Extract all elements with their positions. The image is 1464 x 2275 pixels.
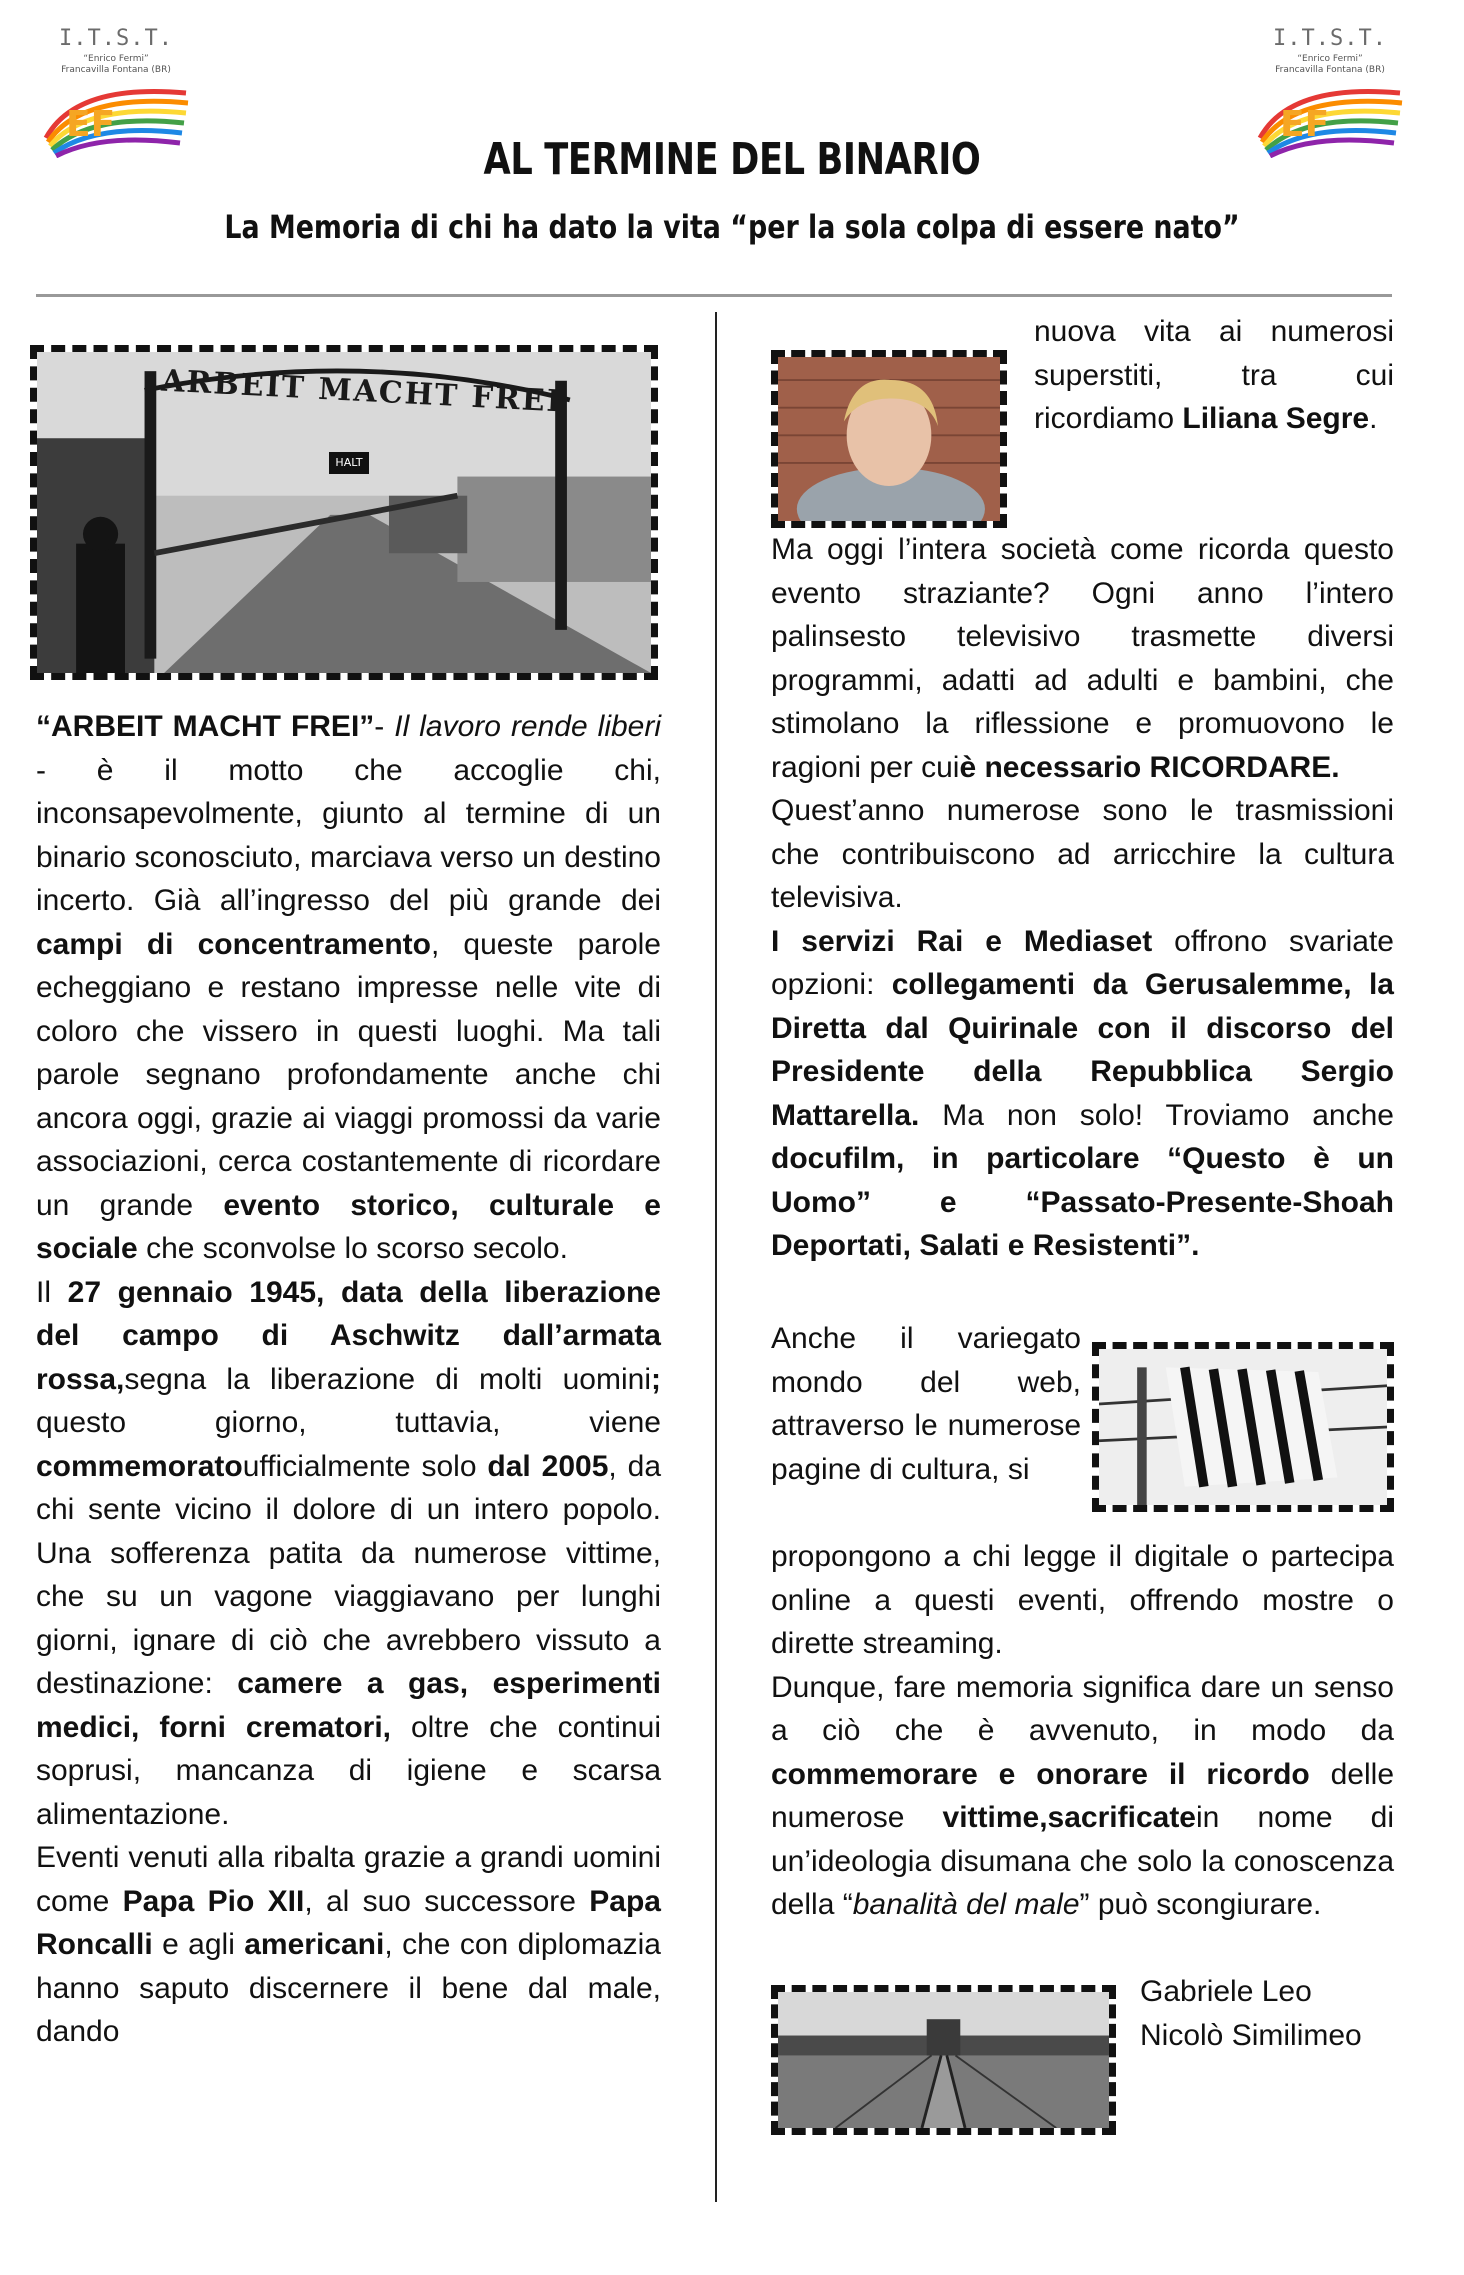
paragraph bbox=[36, 1271, 661, 1837]
text-run: offrono svariate opzioni: bbox=[771, 924, 1394, 1001]
text-run: Il bbox=[36, 1275, 68, 1309]
text-run: segna la liberazione di molti uomini bbox=[124, 1362, 651, 1396]
paragraph bbox=[1034, 310, 1394, 441]
paragraph bbox=[771, 1535, 1394, 1666]
text-run: docufilm, in particolare “Questo è un Uomo” e “Passato-Presente-Shoah Deportati, Salati e Resistenti”. bbox=[771, 1142, 1394, 1262]
text-run: Eventi venuti alla ribalta grazie a grandi uomini come bbox=[36, 1841, 661, 1918]
authors bbox=[1140, 1970, 1362, 2057]
photo-auschwitz-gate bbox=[30, 345, 658, 680]
paragraph bbox=[771, 920, 1394, 1268]
text-run: Dunque, fare memoria significa dare un senso a ciò che è avvenuto, in modo da bbox=[771, 1670, 1394, 1747]
left-column bbox=[36, 705, 661, 2054]
text-run: evento storico, culturale e sociale bbox=[36, 1188, 661, 1265]
paragraph bbox=[36, 705, 661, 1271]
column-divider bbox=[715, 312, 717, 2202]
text-run: camere a gas, esperimenti medici, forni crematori, bbox=[36, 1667, 661, 1744]
right-column-main bbox=[771, 528, 1394, 1268]
photo-railway-tracks bbox=[771, 1985, 1116, 2135]
text-run: Quest’anno numerose sono le trasmissioni che contribuiscono ad arricchire la cultura televisiva. bbox=[771, 794, 1394, 914]
paragraph bbox=[771, 1317, 1081, 1491]
text-run: propongono a chi legge il digitale o partecipa online a questi eventi, offrendo mostre o dirette streaming. bbox=[771, 1540, 1394, 1660]
text-run: ufficialmente solo bbox=[242, 1449, 488, 1483]
logo-text: I.T.S.T. bbox=[59, 26, 173, 51]
text-run: Ma non solo! Troviamo anche bbox=[919, 1098, 1394, 1132]
logo-subtext: “Enrico Fermi” Francavilla Fontana (BR) bbox=[1275, 54, 1385, 75]
article-title: AL TERMINE DEL BINARIO bbox=[483, 134, 981, 185]
photo-striped-uniform bbox=[1092, 1342, 1394, 1512]
author-name: Nicolò Similimeo bbox=[1140, 2018, 1362, 2052]
paragraph bbox=[36, 1836, 661, 2054]
gate-sign-text: ARBEIT MACHT FREI bbox=[160, 363, 564, 420]
text-run: commemorato bbox=[36, 1449, 243, 1483]
text-run: Liliana Segre bbox=[1182, 402, 1370, 435]
text-run: delle numerose bbox=[771, 1757, 1395, 1834]
text-run: Anche il variegato mondo del web, attraverso le numerose pagine di cultura, si bbox=[771, 1322, 1081, 1486]
text-run: banalità del male bbox=[852, 1888, 1080, 1921]
text-run: commemorare e onorare il ricordo bbox=[771, 1757, 1310, 1791]
text-run: campi di concentramento bbox=[36, 927, 431, 961]
text-run: 27 gennaio 1945, data della liberazione del campo di Aschwitz dall’armata rossa, bbox=[36, 1275, 661, 1396]
text-run: . bbox=[1369, 402, 1378, 435]
author-name: Gabriele Leo bbox=[1140, 1975, 1312, 2008]
text-run: , queste parole echeggiano e restano impresse nelle vite di coloro che vissero in questi luoghi. Ma tali parole segnano profondamente anche chi ancora oggi, grazie ai viaggi promossi da varie associazioni, cerca costantemente di ricordare un grande bbox=[36, 927, 661, 1222]
text-run: Ma oggi l’intera società come ricorda questo evento straziante? Ogni anno l’intero palinsesto televisivo trasmette diversi programmi, adatti ad adulti e bambini, che stimolano la riflessione e promuovono le ragioni per cui bbox=[771, 533, 1394, 784]
text-run: in nome di un’ideologia disumana che solo la conoscenza della “ bbox=[771, 1801, 1394, 1921]
paragraph bbox=[771, 528, 1394, 789]
paragraph bbox=[771, 789, 1394, 920]
svg-text:EF: EF bbox=[1280, 104, 1330, 145]
text-run: e agli bbox=[152, 1928, 245, 1961]
right-column-closing bbox=[771, 1535, 1394, 1927]
text-run: ; bbox=[651, 1362, 661, 1396]
text-run: questo giorno, tuttavia, viene bbox=[36, 1406, 661, 1439]
logo-subtext: “Enrico Fermi” Francavilla Fontana (BR) bbox=[61, 54, 171, 75]
text-run: che sconvolse lo scorso secolo. bbox=[137, 1232, 568, 1265]
gate-halt-sign: HALT bbox=[329, 452, 369, 474]
text-run: Papa Pio XII bbox=[122, 1884, 305, 1918]
text-run: vittime,sacrificate bbox=[942, 1801, 1196, 1834]
text-run: americani bbox=[244, 1928, 385, 1961]
right-column-web bbox=[771, 1317, 1081, 1491]
svg-text:EF: EF bbox=[66, 104, 116, 145]
text-run: , che con diplomazia hanno saputo discernere il bene dal male, dando bbox=[36, 1928, 661, 2048]
logo-text: I.T.S.T. bbox=[1273, 26, 1387, 51]
text-run: nuova vita ai numerosi superstiti, tra cui ricordiamo bbox=[1034, 315, 1394, 435]
text-run: Il lavoro rende liberi bbox=[394, 710, 662, 743]
article-subtitle: La Memoria di chi ha dato la vita “per la sola colpa di essere nato” bbox=[224, 208, 1240, 246]
right-column-intro bbox=[1034, 310, 1394, 441]
photo-portrait bbox=[771, 350, 1007, 528]
text-run: ” può scongiurare. bbox=[1079, 1888, 1322, 1921]
text-run: collegamenti da Gerusalemme, la Diretta dal Quirinale con il discorso del Presidente della Repubblica Sergio Mattarella. bbox=[771, 968, 1394, 1132]
text-run: , al suo successore bbox=[304, 1884, 590, 1918]
text-run: I servizi Rai e Mediaset bbox=[771, 924, 1153, 958]
text-run: “ARBEIT MACHT FREI” bbox=[36, 710, 375, 743]
text-run: Papa Roncalli bbox=[36, 1884, 661, 1961]
text-run: - bbox=[374, 710, 395, 743]
text-run: oltre che continui soprusi, mancanza di igiene e scarsa alimentazione. bbox=[36, 1710, 661, 1831]
text-run: dal 2005 bbox=[487, 1449, 609, 1483]
text-run: - è il motto che accoglie chi, inconsapevolmente, giunto al termine di un binario sconosciuto, marciava verso un destino incerto. Già all’ingresso del più grande dei bbox=[36, 753, 661, 917]
text-run: è necessario RICORDARE. bbox=[959, 750, 1340, 784]
text-run: , da chi sente vicino il dolore di un intero popolo. Una sofferenza patita da numerose vittime, che su un vagone viaggiavano per lunghi giorni, ignare di ciò che avrebbero vissuto a destinazione: bbox=[36, 1449, 662, 1700]
header-divider bbox=[36, 294, 1392, 297]
paragraph bbox=[771, 1666, 1394, 1927]
